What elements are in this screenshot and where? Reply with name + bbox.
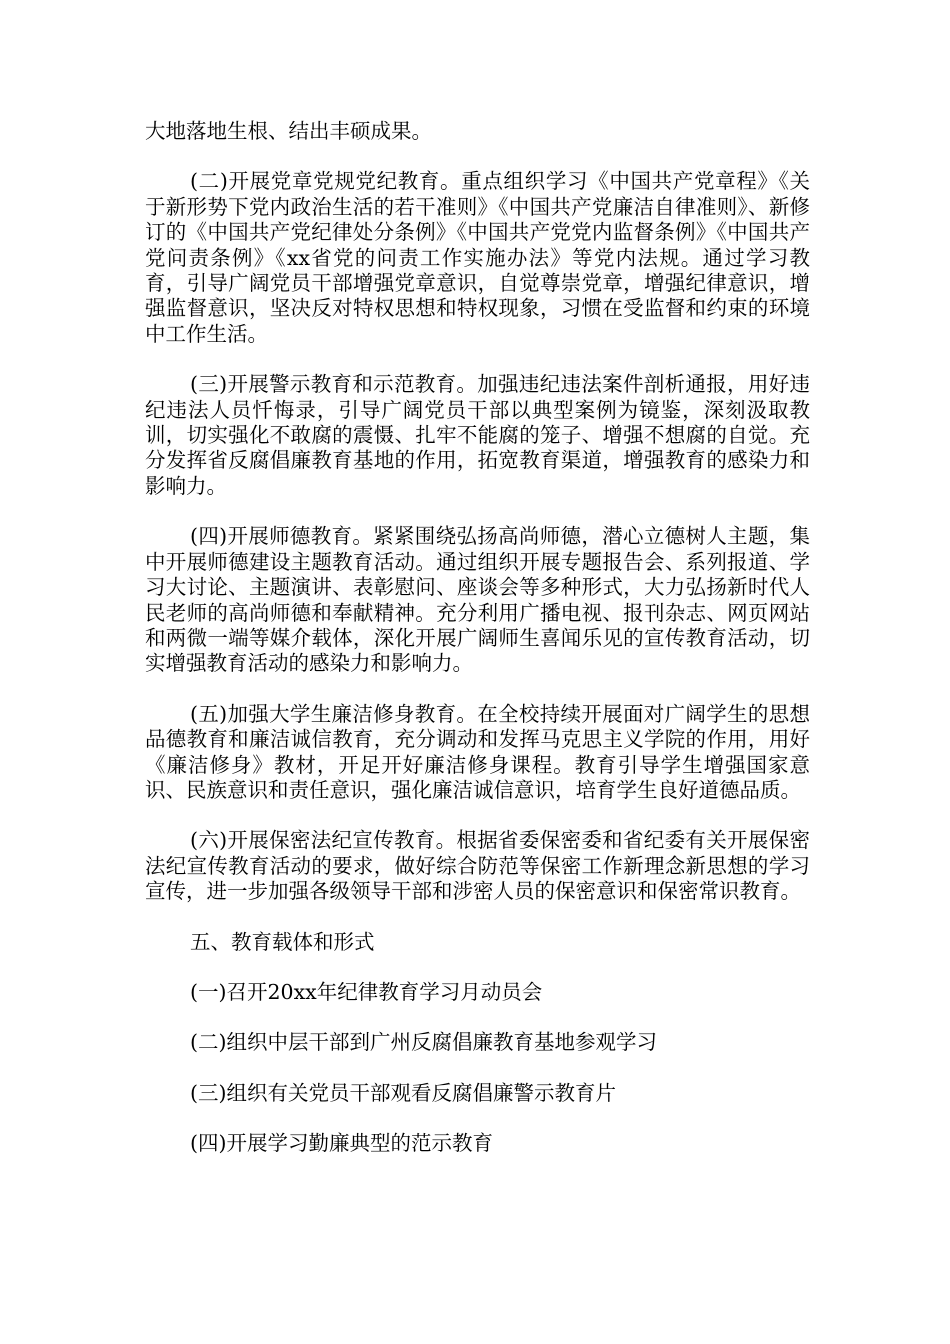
paragraph-warning-education: (三)开展警示教育和示范教育。加强违纪违法案件剖析通报，用好违纪违法人员忏悔录，引导广阔党员干部以典型案例为镜鉴，深刻汲取教训，切实强化不敢腐的震慑、扎牢不能腐的笼子、增强不想腐的自觉。充分发挥省反腐倡廉教育基地的作用，拓宽教育渠道，增强教育的感染力和影响力。: [145, 372, 810, 498]
paragraph-confidentiality-education: (六)开展保密法纪宣传教育。根据省委保密委和省纪委有关开展保密法纪宣传教育活动的要求，做好综合防范等保密工作新理念新思想的学习宣传，进一步加强各级领导干部和涉密人员的保密意识和保密常识教育。: [145, 828, 810, 904]
paragraph-student-integrity-education: (五)加强大学生廉洁修身教育。在全校持续开展面对广阔学生的思想品德教育和廉洁诚信教育，充分调动和发挥马克思主义学院的作用，用好《廉洁修身》教材，开足开好廉洁修身课程。教育引导学生增强国家意识、民族意识和责任意识，强化廉洁诚信意识，培育学生良好道德品质。: [145, 701, 810, 802]
document-page: [145, 119, 810, 1182]
paragraph-teacher-ethics-education: (四)开展师德教育。紧紧围绕弘扬高尚师德，潜心立德树人主题，集中开展师德建设主题教育活动。通过组织开展专题报告会、系列报道、学习大讨论、主题演讲、表彰慰问、座谈会等多种形式，大力弘扬新时代人民老师的高尚师德和奉献精神。充分利用广播电视、报刊杂志、网页网站和两微一端等媒介载体，深化开展广阔师生喜闻乐见的宣传教育活动，切实增强教育活动的感染力和影响力。: [145, 524, 810, 676]
list-item: (四)开展学习勤廉典型的范示教育: [190, 1131, 493, 1156]
list-item: (一)召开20xx年纪律教育学习月动员会: [190, 979, 543, 1004]
list-item: (三)组织有关党员干部观看反腐倡廉警示教育片: [190, 1080, 616, 1105]
paragraph-party-constitution-education: (二)开展党章党规党纪教育。重点组织学习《中国共产党章程》《关于新形势下党内政治生活的若干准则》《中国共产党廉洁自律准则》、新修订的《中国共产党纪律处分条例》《中国共产党党内监督条例》《中国共产党问责条例》《xx省党的问责工作实施办法》等党内法规。通过学习教育，引导广阔党员干部增强党章意识，自觉尊崇党章，增强纪律意识，增强监督意识，坚决反对特权思想和特权现象，习惯在受监督和约束的环境中工作生活。: [145, 169, 810, 346]
section-heading: 五、教育载体和形式: [190, 929, 375, 954]
paragraph-continuation: 大地落地生根、结出丰硕成果。: [145, 119, 432, 143]
list-item: (二)组织中层干部到广州反腐倡廉教育基地参观学习: [190, 1030, 657, 1055]
